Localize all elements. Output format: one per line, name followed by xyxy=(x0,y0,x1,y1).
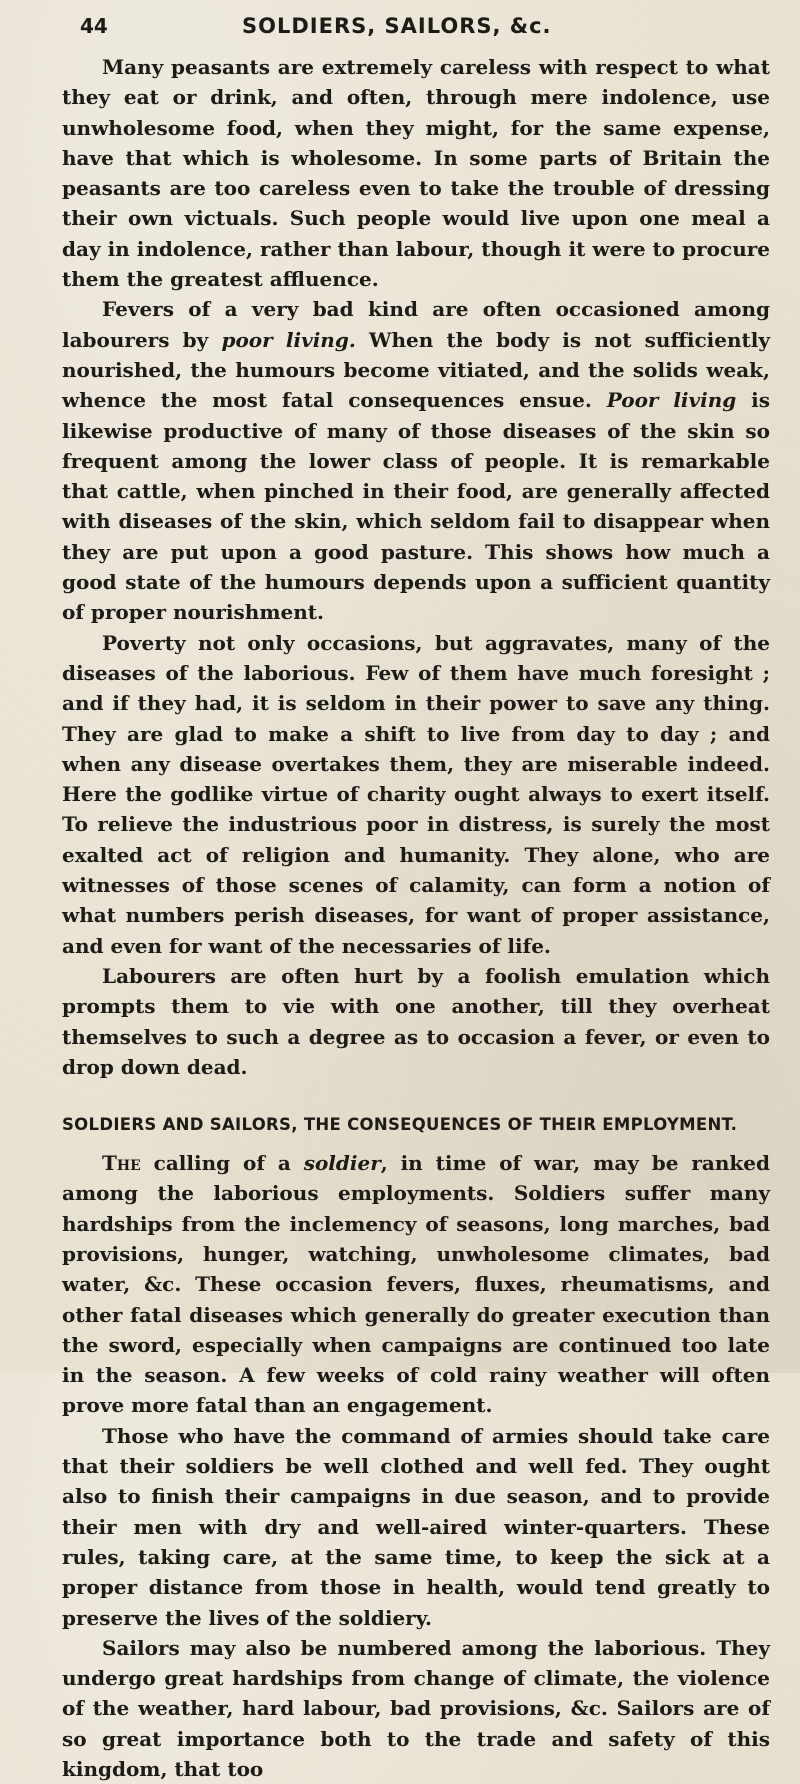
paragraph xyxy=(62,1148,770,1421)
text-run: Poverty not only occasions, but aggravates, many of the diseases of the laborious. Few of them have much foresight ; and if they had, it is seldom in their power to save any thing. They are glad to make a shift to live from day to day ; and when any disease overtakes them, they are miserable indeed. Here the godlike virtue of charity ought always to exert itself. To relieve the industrious poor in distress, is surely the most exalted act of religion and humanity. They alone, who are witnesses of those scenes of calamity, can form a notion of what numbers perish diseases, for want of proper assistance, and even for want of the necessaries of life. xyxy=(62,630,770,958)
text-run: Those who have the command of armies should take care that their soldiers be well clothed and well fed. They ought also to finish their campaigns in due season, and to provide their men with dry and well-aired winter-quarters. These rules, taking care, at the same time, to keep the sick at a proper distance from those in health, would tend greatly to preserve the lives of the soldiery. xyxy=(62,1423,770,1630)
paragraph xyxy=(62,294,770,627)
text-block-before xyxy=(62,52,770,1082)
paragraph xyxy=(62,1421,770,1633)
text-run: calling of a xyxy=(140,1151,304,1176)
text-block-after xyxy=(62,1148,770,1784)
text-run: Labourers are often hurt by a foolish emulation which prompts them to vie with one another, till they overheat themselves to such a degree as to occasion a fever, or even to drop down dead. xyxy=(62,963,770,1079)
italic-phrase: soldier xyxy=(303,1151,381,1176)
italic-phrase: poor living. xyxy=(221,327,356,352)
text-run: Fevers of a very bad kind are often occasioned among labourers by xyxy=(62,297,770,352)
page-number: 44 xyxy=(80,14,108,38)
text-run: is likewise productive of many of those diseases of the skin so frequent among the lower class of people. It is remarkable that cattle, when pinched in their food, are generally affected with diseases of the skin, which seldom fail to disappear when they are put upon a good pasture. This shows how much a good state of the humours depends upon a sufficient quantity of proper nourishment. xyxy=(62,388,770,625)
section-heading: SOLDIERS AND SAILORS, THE CONSEQUENCES OF THEIR EMPLOYMENT. xyxy=(62,1115,738,1135)
small-caps-lead: The xyxy=(102,1151,141,1176)
text-run: Sailors may also be numbered among the laborious. They undergo great hardships from change of climate, the violence of the weather, hard labour, bad provisions, &c. Sailors are of so great importance both to the trade and safety of this kingdom, that too xyxy=(62,1635,770,1782)
paragraph xyxy=(62,961,770,1082)
paragraph xyxy=(62,52,770,294)
text-run: When the body is not sufficiently nourished, the humours become vitiated, and the solids weak, whence the most fatal consequences ensue. xyxy=(62,327,770,413)
text-run: , in time of war, may be ranked among the laborious employments. Soldiers suffer many hardships from the inclemency of seasons, long marches, bad provisions, hunger, watching, unwholesome climates, bad water, &c. These occasion fevers, fluxes, rheumatisms, and other fatal diseases which generally do greater execution than the sword, especially when campaigns are continued too late in the season. A few weeks of cold rainy weather will often prove more fatal than an engagement. xyxy=(62,1151,770,1418)
paragraph xyxy=(62,628,770,961)
text-run: Many peasants are extremely careless with respect to what they eat or drink, and often, through mere indolence, use unwholesome food, when they might, for the same expense, have that which is wholesome. In some parts of Britain the peasants are too careless even to take the trouble of dressing their own victuals. Such people would live upon one meal a day in indolence, rather than labour, though it were to procure them the greatest affluence. xyxy=(62,55,770,292)
italic-phrase: Poor living xyxy=(606,388,737,413)
running-title: SOLDIERS, SAILORS, &c. xyxy=(242,14,552,38)
paragraph xyxy=(62,1633,770,1784)
running-head xyxy=(62,14,770,48)
